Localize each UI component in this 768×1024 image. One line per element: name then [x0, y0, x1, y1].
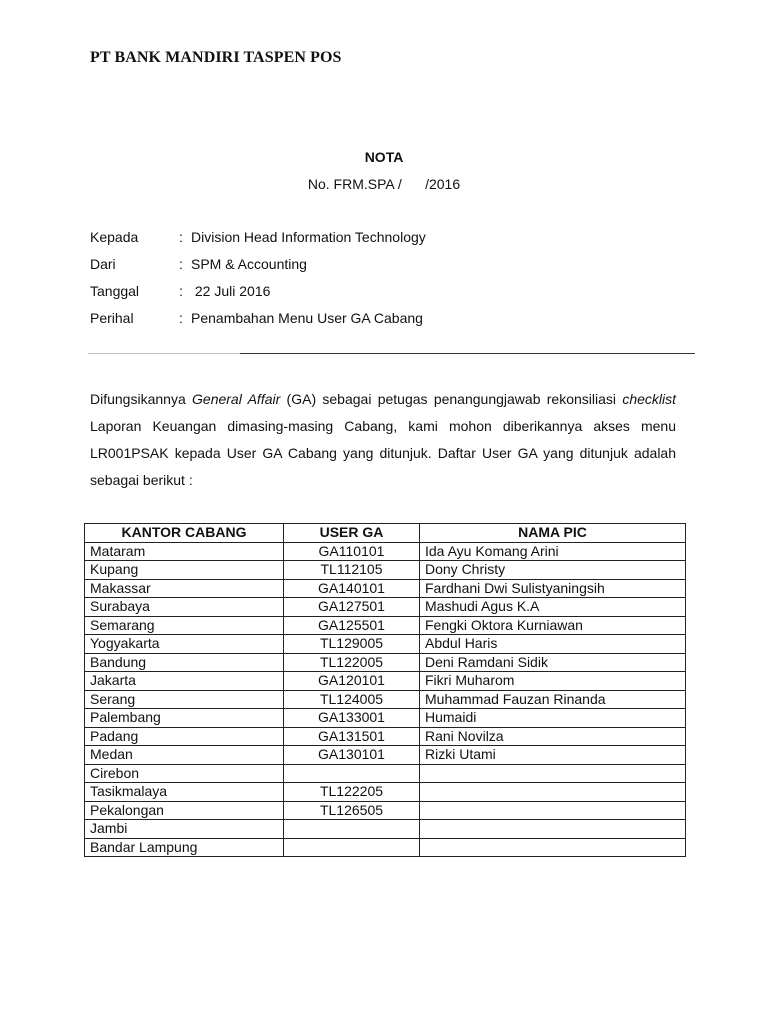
table-row	[85, 598, 686, 617]
cell-nama-pic: Dony Christy	[420, 561, 686, 580]
cell-nama-pic: Mashudi Agus K.A	[420, 598, 686, 617]
meta-colon: :	[179, 256, 183, 272]
cell-kantor-cabang: Bandung	[85, 653, 284, 672]
cell-nama-pic: Fikri Muharom	[420, 672, 686, 691]
table-header-row	[85, 524, 686, 543]
cell-user-ga: TL122205	[284, 783, 420, 802]
body-text-segment: Laporan Keuangan dimasing-masing Cabang, kami mohon diberikannya akses menu LR001PSAK kepada User GA Cabang yang ditunjuk. Daftar User GA yang ditunjuk adalah sebagai berikut :	[90, 418, 676, 488]
cell-kantor-cabang: Palembang	[85, 709, 284, 728]
meta-value: Division Head Information Technology	[191, 229, 426, 245]
cell-user-ga: TL122005	[284, 653, 420, 672]
body-text-segment: Difungsikannya	[90, 391, 193, 407]
table-row	[85, 820, 686, 839]
header-user-ga: USER GA	[284, 524, 420, 543]
cell-kantor-cabang: Tasikmalaya	[85, 783, 284, 802]
table-row	[85, 616, 686, 635]
meta-row-dari	[90, 256, 307, 276]
meta-row-tanggal	[90, 283, 270, 303]
cell-nama-pic: Humaidi	[420, 709, 686, 728]
meta-value: SPM & Accounting	[191, 256, 307, 272]
cell-user-ga: GA133001	[284, 709, 420, 728]
table-row	[85, 579, 686, 598]
meta-row-kepada	[90, 229, 426, 249]
cell-nama-pic	[420, 783, 686, 802]
cell-kantor-cabang: Pekalongan	[85, 801, 284, 820]
meta-label: Kepada	[90, 229, 139, 245]
meta-value: Penambahan Menu User GA Cabang	[191, 310, 423, 326]
cell-user-ga: TL124005	[284, 690, 420, 709]
table-row	[85, 672, 686, 691]
cell-user-ga: TL112105	[284, 561, 420, 580]
body-text-italic: checklist	[622, 391, 676, 407]
cell-user-ga: TL129005	[284, 635, 420, 654]
nota-number: No. FRM.SPA / /2016	[307, 176, 461, 192]
table-row	[85, 635, 686, 654]
cell-kantor-cabang: Yogyakarta	[85, 635, 284, 654]
divider-left	[88, 353, 240, 354]
table-row	[85, 838, 686, 857]
cell-kantor-cabang: Padang	[85, 727, 284, 746]
cell-kantor-cabang: Surabaya	[85, 598, 284, 617]
body-text-italic: General Affair	[192, 391, 281, 407]
cell-kantor-cabang: Serang	[85, 690, 284, 709]
cell-kantor-cabang: Cirebon	[85, 764, 284, 783]
cell-kantor-cabang: Semarang	[85, 616, 284, 635]
meta-label: Perihal	[90, 310, 134, 326]
cell-kantor-cabang: Medan	[85, 746, 284, 765]
table-row	[85, 801, 686, 820]
body-text-segment: (GA) sebagai petugas penangungjawab rekonsiliasi	[280, 391, 623, 407]
cell-nama-pic	[420, 764, 686, 783]
user-ga-table	[84, 523, 686, 857]
body-paragraph	[90, 386, 676, 494]
cell-nama-pic	[420, 801, 686, 820]
header-nama-pic: NAMA PIC	[420, 524, 686, 543]
table-row	[85, 709, 686, 728]
cell-user-ga: GA130101	[284, 746, 420, 765]
cell-user-ga: GA127501	[284, 598, 420, 617]
cell-nama-pic: Abdul Haris	[420, 635, 686, 654]
cell-nama-pic	[420, 820, 686, 839]
table-row	[85, 783, 686, 802]
cell-user-ga	[284, 838, 420, 857]
cell-user-ga	[284, 820, 420, 839]
meta-value: 22 Juli 2016	[191, 283, 271, 299]
cell-nama-pic: Fengki Oktora Kurniawan	[420, 616, 686, 635]
cell-kantor-cabang: Makassar	[85, 579, 284, 598]
table-row	[85, 764, 686, 783]
cell-kantor-cabang: Jakarta	[85, 672, 284, 691]
table-row	[85, 653, 686, 672]
cell-nama-pic: Deni Ramdani Sidik	[420, 653, 686, 672]
table-row	[85, 690, 686, 709]
cell-nama-pic: Fardhani Dwi Sulistyaningsih	[420, 579, 686, 598]
table-row	[85, 542, 686, 561]
cell-nama-pic: Ida Ayu Komang Arini	[420, 542, 686, 561]
cell-user-ga: GA110101	[284, 542, 420, 561]
meta-colon: :	[179, 283, 183, 299]
divider-right	[240, 353, 695, 354]
cell-user-ga: TL126505	[284, 801, 420, 820]
cell-kantor-cabang: Kupang	[85, 561, 284, 580]
cell-nama-pic: Muhammad Fauzan Rinanda	[420, 690, 686, 709]
header-kantor-cabang: KANTOR CABANG	[85, 524, 284, 543]
company-name: PT BANK MANDIRI TASPEN POS	[90, 49, 342, 66]
table-row	[85, 746, 686, 765]
cell-user-ga: GA125501	[284, 616, 420, 635]
table-row	[85, 561, 686, 580]
meta-label: Tanggal	[90, 283, 140, 299]
cell-nama-pic: Rani Novilza	[420, 727, 686, 746]
cell-kantor-cabang: Bandar Lampung	[85, 838, 284, 857]
cell-nama-pic: Rizki Utami	[420, 746, 686, 765]
cell-user-ga: GA120101	[284, 672, 420, 691]
cell-kantor-cabang: Mataram	[85, 542, 284, 561]
meta-label: Dari	[90, 256, 116, 272]
meta-row-perihal	[90, 310, 423, 330]
meta-colon: :	[179, 229, 183, 245]
meta-colon: :	[179, 310, 183, 326]
cell-kantor-cabang: Jambi	[85, 820, 284, 839]
nota-title: NOTA	[364, 149, 404, 165]
cell-user-ga: GA140101	[284, 579, 420, 598]
cell-nama-pic	[420, 838, 686, 857]
table-body	[85, 542, 686, 857]
cell-user-ga	[284, 764, 420, 783]
cell-user-ga: GA131501	[284, 727, 420, 746]
table-row	[85, 727, 686, 746]
